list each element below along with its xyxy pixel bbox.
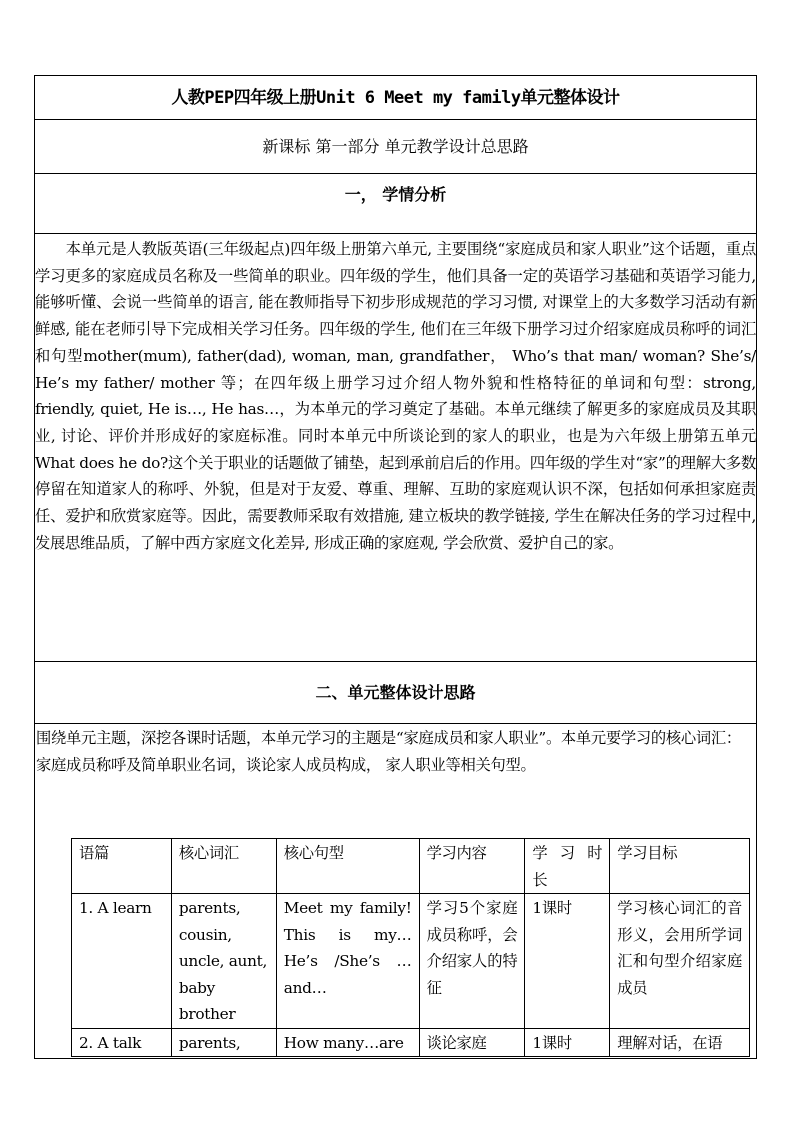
- section2-heading: 二、单元整体设计思路: [35, 662, 756, 724]
- document-subtitle: 新课标 第一部分 单元教学设计总思路: [35, 120, 756, 174]
- table-row: [72, 894, 750, 1029]
- table-cell: 学习5个家庭成员称呼，会介绍家人的特征: [419, 894, 525, 1029]
- table-cell: 学习核心词汇的音形义，会用所学词汇和句型介绍家庭成员: [610, 894, 750, 1029]
- header-cell: 核心词汇: [171, 839, 276, 894]
- section2-body: 围绕单元主题，深挖各课时话题，本单元学习的主题是“家庭成员和家人职业”。本单元要学习的核心词汇：家庭成员称呼及简单职业名词，谈论家人成员构成， 家人职业等相关句型。: [36, 729, 741, 774]
- header-cell: 学 习 时 长: [525, 839, 610, 894]
- lesson-table: [71, 838, 750, 1057]
- document-table: [34, 75, 757, 1059]
- table-cell: How many…are: [276, 1028, 419, 1057]
- table-cell: 1课时: [525, 894, 610, 1029]
- section1-body: 本单元是人教版英语(三年级起点)四年级上册第六单元, 主要围绕“家庭成员和家人职业”这个话题，重点学习更多的家庭成员名称及一些简单的职业。四年级的学生，他们具备一定的英语学习基础和英语学习能力, 能够听懂、会说一些简单的语言, 能在教师指导下初步形成规范的学习习惯, 对课堂上的大多数学习活动有新鲜感, 能在老师引导下完成相关学习任务。四年级的学生, 他们在三年级下册学习过介绍家庭成员称呼的词汇和句型mother(mum), father(dad), woman, man, grandfather， Who’s that man/ woman? She’s/ He’s my father/ mother 等；在四年级上册学习过介绍人物外貌和性格特征的单词和句型：strong, friendly, quiet, He is…, He has…，为本单元的学习奠定了基础。本单元继续了解更多的家庭成员及其职业, 讨论、评价并形成好的家庭标准。同时本单元中所谈论到的家人的职业，也是为六年级上册第五单元 What does he do?这个关于职业的话题做了铺垫，起到承前启后的作用。四年级的学生对“家”的理解大多数停留在知道家人的称呼、外貌，但是对于友爱、尊重、理解、互助的家庭观认识不深，包括如何承担家庭责任、爱护和欣赏家庭等。因此，需要教师采取有效措施, 建立板块的教学链接, 学生在解决任务的学习过程中, 发展思维品质，了解中西方家庭文化差异, 形成正确的家庭观, 学会欣赏、爱护自己的家。: [35, 234, 756, 662]
- section1-heading: 一， 学情分析: [35, 174, 756, 234]
- table-cell: 1课时: [525, 1028, 610, 1057]
- header-cell: 语篇: [72, 839, 172, 894]
- table-cell: parents, cousin, uncle, aunt, baby brother: [171, 894, 276, 1029]
- table-cell: 理解对话，在语: [610, 1028, 750, 1057]
- table-row: [72, 1028, 750, 1057]
- table-cell: 谈论家庭: [419, 1028, 525, 1057]
- table-cell: parents,: [171, 1028, 276, 1057]
- header-cell: 核心句型: [276, 839, 419, 894]
- document-title: 人教PEP四年级上册Unit 6 Meet my family单元整体设计: [35, 76, 756, 120]
- table-cell: 1. A learn: [72, 894, 172, 1029]
- lesson-table-header: [72, 839, 750, 894]
- section2-cell: [35, 724, 756, 1059]
- table-cell: 2. A talk: [72, 1028, 172, 1057]
- header-cell: 学习目标: [610, 839, 750, 894]
- header-cell: 学习内容: [419, 839, 525, 894]
- table-cell: Meet my family! This is my… He’s /She’s …and…: [276, 894, 419, 1029]
